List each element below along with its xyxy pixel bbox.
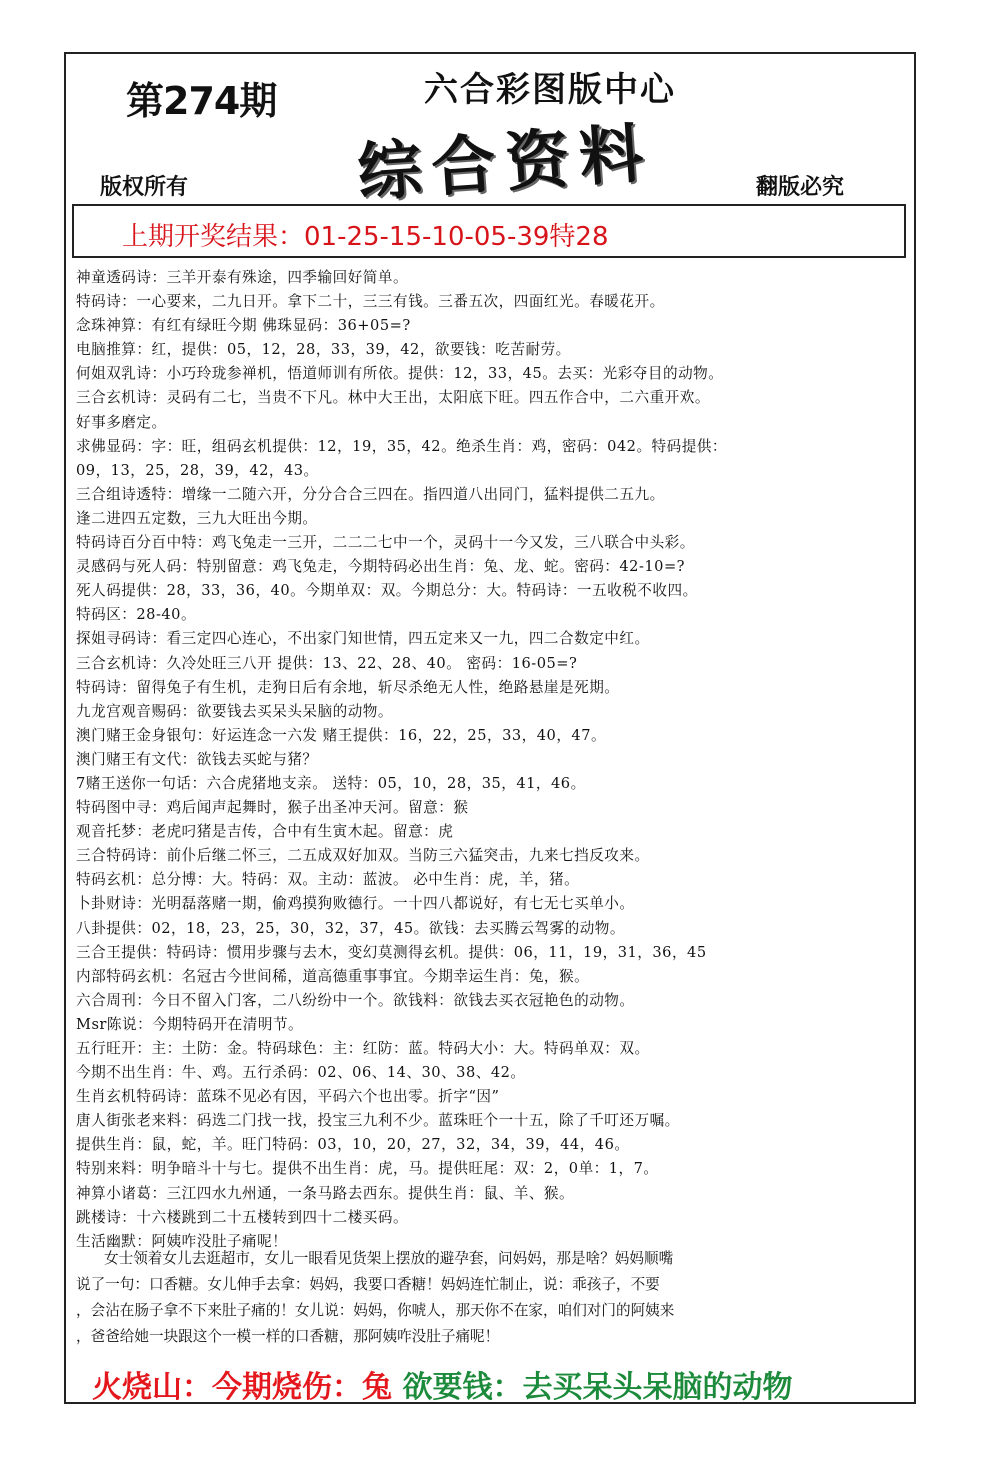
issue-number: 第274期	[126, 79, 277, 123]
joke-line: ，会沾在肠子拿不下来肚子痛的！女儿说：妈妈，你唬人，那天你不在家，咱们对门的阿姨来	[76, 1302, 675, 1319]
content-line: 特别来料：明争暗斗十与七。提供不出生肖：虎，马。提供旺尾：双：2，0单：1，7。	[76, 1160, 659, 1178]
footer-banner	[92, 1362, 792, 1406]
content-line: 何姐双乳诗：小巧玲珑参禅机，悟道师训有所依。提供：12，33，45。去买：光彩夺目的动物。	[76, 365, 724, 383]
content-line: 09，13，25，28，39，42，43。	[76, 461, 319, 479]
content-line: 今期不出生肖：牛、鸡。五行杀码：02、06、14、30、38、42。	[76, 1064, 526, 1082]
content-line: 内部特码玄机：名冠古今世间稀，道高德重事事宜。今期幸运生肖：兔，猴。	[76, 967, 590, 985]
content-line: 生肖玄机特码诗：蓝珠不见必有因，平码六个也出零。折字“因”	[76, 1088, 500, 1106]
content-line: 澳门赌王有文代：欲钱去买蛇与猪？	[76, 750, 318, 768]
content-line: 特码区：28-40。	[76, 606, 197, 624]
content-line: 三合玄机诗：灵码有二七，当贵不下凡。林中大王出，太阳底下旺。四五作合中，二六重开欢。	[76, 389, 710, 407]
content-line: 死人码提供：28，33，36，40。今期单双：双。今期总分：大。特码诗：一五收税不收四。	[76, 582, 698, 600]
content-line: 逢二进四五定数，三九大旺出今期。	[76, 509, 318, 527]
content-line: 灵感码与死人码：特别留意：鸡飞兔走，今期特码必出生肖：兔、龙、蛇。密码：42-10=?	[76, 558, 686, 576]
footer-red-text: 火烧山：今期烧伤：兔	[92, 1370, 392, 1405]
content-line: 唐人街张老来料：码选二门找一找，投宝三九利不少。蓝珠旺个一十五，除了千叮还万嘱。	[76, 1112, 680, 1130]
content-line: 九龙宫观音赐码：欲要钱去买呆头呆脑的动物。	[76, 702, 393, 720]
content-line: 观音托梦：老虎叼猪是吉传，合中有生寅木起。留意：虎	[76, 823, 454, 841]
content-line: Msr陈说：今期特码开在清明节。	[76, 1015, 304, 1033]
last-result-text: 上期开奖结果：01-25-15-10-05-39特28	[122, 222, 609, 252]
content-line: 三合玄机诗：久冷处旺三八开 提供：13、22、28、40。 密码：16-05=?	[76, 654, 578, 672]
content-line: 六合周刊：今日不留入门客，二八纷纷中一个。欲钱料：欲钱去买衣冠艳色的动物。	[76, 991, 635, 1009]
joke-paragraph	[76, 1246, 896, 1350]
content-list	[76, 266, 906, 1254]
center-title: 六合彩图版中心	[424, 70, 676, 110]
content-line: 三合组诗透特：增缘一二随六开，分分合合三四在。指四道八出同门，猛料提供二五九。	[76, 485, 665, 503]
content-line: 三合特码诗：前仆后继二怀三，二五成双好加双。当防三六猛突击，九来七挡反攻来。	[76, 847, 650, 865]
content-line: 特码诗：一心要来，二九日开。拿下二十，三三有钱。三番五次，四面红光。春暖花开。	[76, 293, 665, 311]
content-line: 提供生肖：鼠，蛇，羊。旺门特码：03，10，20，27，32，34，39，44，46。	[76, 1136, 630, 1154]
content-line: 卜卦财诗：光明磊落赌一期，偷鸡摸狗败德行。一十四八都说好，有七无七买单小。	[76, 895, 635, 913]
content-line: 神童透码诗：三羊开泰有殊途，四季输回好简单。	[76, 269, 409, 286]
joke-line: ，爸爸给她一块跟这个一模一样的口香糖，那阿姨咋没肚子痛呢！	[76, 1328, 500, 1345]
content-line: 念珠神算：有红有绿旺今期 佛珠显码：36+05=?	[76, 317, 411, 335]
content-line: 跳楼诗：十六楼跳到二十五楼转到四十二楼买码。	[76, 1208, 409, 1226]
content-line: 求佛显码：字：旺，组码玄机提供：12，19，35，42。绝杀生肖：鸡，密码：042。特码提供：	[76, 437, 728, 455]
content-line: 神算小诸葛：三江四水九州通，一条马路去西东。提供生肖：鼠、羊、猴。	[76, 1184, 575, 1202]
piracy-warning: 翻版必究	[756, 174, 845, 200]
content-line: 电脑推算：红，提供：05，12，28，33，39，42，欲要钱：吃苦耐劳。	[76, 341, 571, 359]
joke-line: 说了一句：口香糖。女儿伸手去拿：妈妈，我要口香糖！妈妈连忙制止，说：乖孩子，不要	[76, 1276, 660, 1293]
content-line: 生活幽默：阿姨咋没肚子痛呢！	[76, 1232, 288, 1250]
content-line: 探姐寻码诗：看三定四心连心，不出家门知世情，四五定来又一九，四二合数定中红。	[76, 630, 650, 648]
content-line: 7赌王送你一句话：六合虎猪地支亲。 送特：05，10，28，35，41，46。	[76, 774, 586, 792]
content-line: 八卦提供：02，18，23，25，30，32，37，45。欲钱：去买腾云驾雾的动物。	[76, 919, 625, 937]
content-line: 特码诗百分百中特：鸡飞兔走一三开，二二二七中一个，灵码十一今又发，三八联合中头彩。	[76, 534, 695, 552]
content-line: 三合王提供：特码诗：惯用步骤与去木，变幻莫测得玄机。提供：06，11，19，31，36，45	[76, 943, 707, 961]
big-title: 综合资料	[355, 115, 656, 212]
content-line: 特码玄机：总分博：大。特码：双。主动：蓝波。 必中生肖：虎，羊，猪。	[76, 871, 580, 889]
content-line: 五行旺开：主：土防：金。特码球色：主：红防：蓝。特码大小：大。特码单双：双。	[76, 1040, 650, 1057]
content-line: 好事多磨定。	[76, 413, 167, 431]
content-line: 特码图中寻：鸡后闻声起舞时，猴子出圣冲天河。留意：猴	[76, 799, 469, 817]
footer-green-text: 欲要钱：去买呆头呆脑的动物	[402, 1370, 793, 1405]
content-line: 澳门赌王金身银句：好运连念一六发 赌王提供：16，22，25，33，40，47。	[76, 726, 607, 744]
copyright-label: 版权所有	[100, 174, 189, 200]
joke-line: 女士领着女儿去逛超市，女儿一眼看见货架上摆放的避孕套，问妈妈，那是啥？妈妈顺嘴	[104, 1250, 674, 1267]
last-result-box	[72, 204, 906, 258]
content-line: 特码诗：留得兔子有生机，走狗日后有余地，斩尽杀绝无人性，绝路悬崖是死期。	[76, 678, 620, 696]
